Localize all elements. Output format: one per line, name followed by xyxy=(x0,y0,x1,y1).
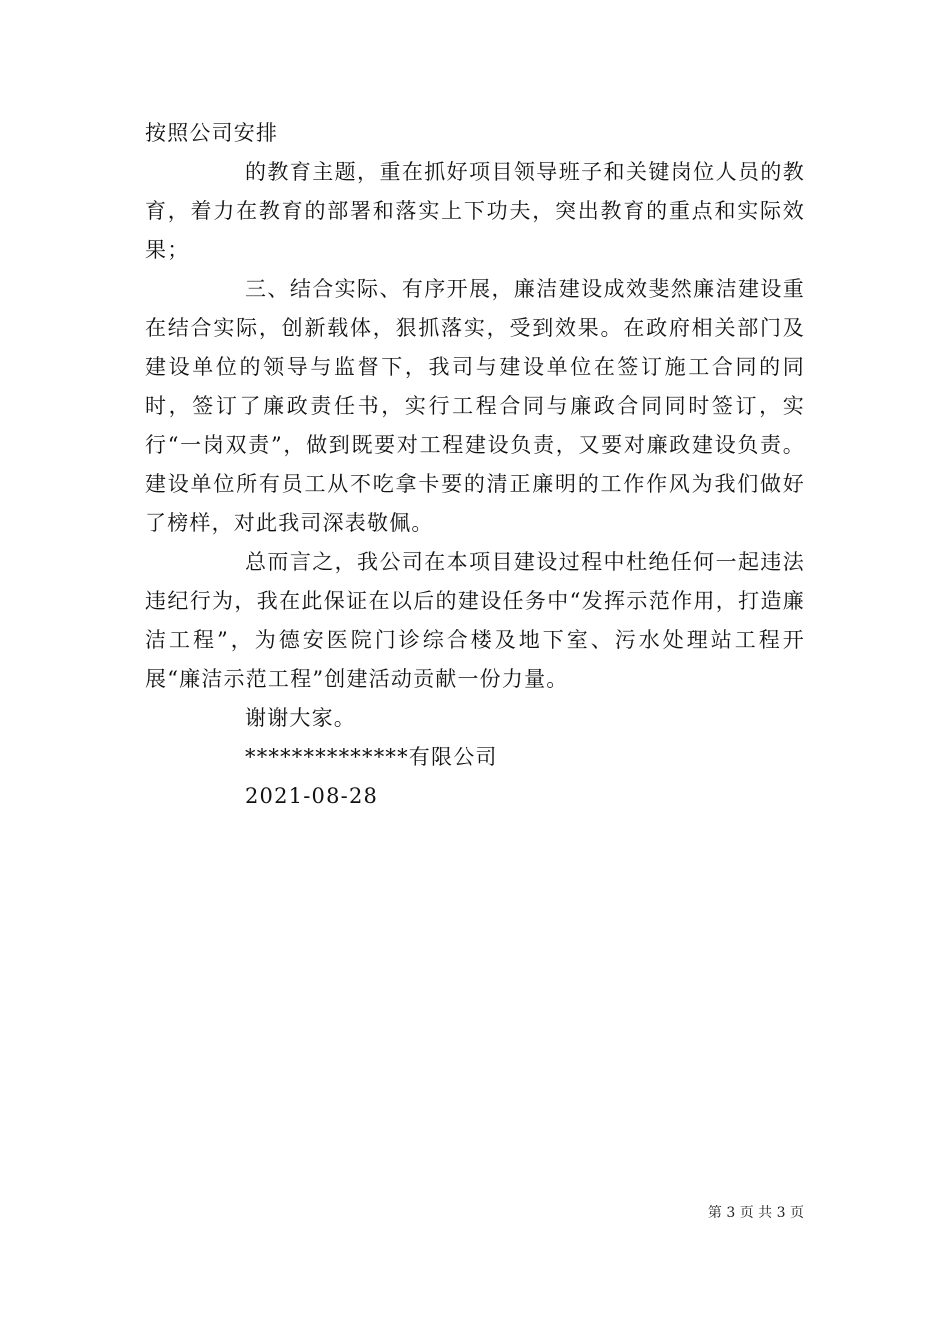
closing-thanks: 谢谢大家。 xyxy=(245,706,356,730)
closing-date: 2021-08-28 xyxy=(245,784,379,808)
document-body xyxy=(145,114,805,816)
closing-company: **************有限公司 xyxy=(245,745,498,769)
paragraph-conclusion: 总而言之，我公司在本项目建设过程中杜绝任何一起违法违纪行为，我在此保证在以后的建设任务中“发挥示范作用，打造廉洁工程”，为德安医院门诊综合楼及地下室、污水处理站工程开展“廉洁示范工程”创建活动贡献一份力量。 xyxy=(145,550,805,691)
paragraph-education-theme: 的教育主题，重在抓好项目领导班子和关键岗位人员的教育，着力在教育的部署和落实上下功夫，突出教育的重点和实际效果； xyxy=(145,160,805,262)
page-number-footer: 第 3 页 共 3 页 xyxy=(707,1205,804,1221)
paragraph-intro: 按照公司安排 xyxy=(145,121,279,145)
paragraph-section-three: 三、结合实际、有序开展，廉洁建设成效斐然廉洁建设重在结合实际，创新载体，狠抓落实，受到效果。在政府相关部门及建设单位的领导与监督下，我司与建设单位在签订施工合同的同时，签订了廉政责任书，实行工程合同与廉政合同同时签订，实行“一岗双责”，做到既要对工程建设负责，又要对廉政建设负责。建设单位所有员工从不吃拿卡要的清正廉明的工作作风为我们做好了榜样，对此我司深表敬佩。 xyxy=(145,277,805,535)
